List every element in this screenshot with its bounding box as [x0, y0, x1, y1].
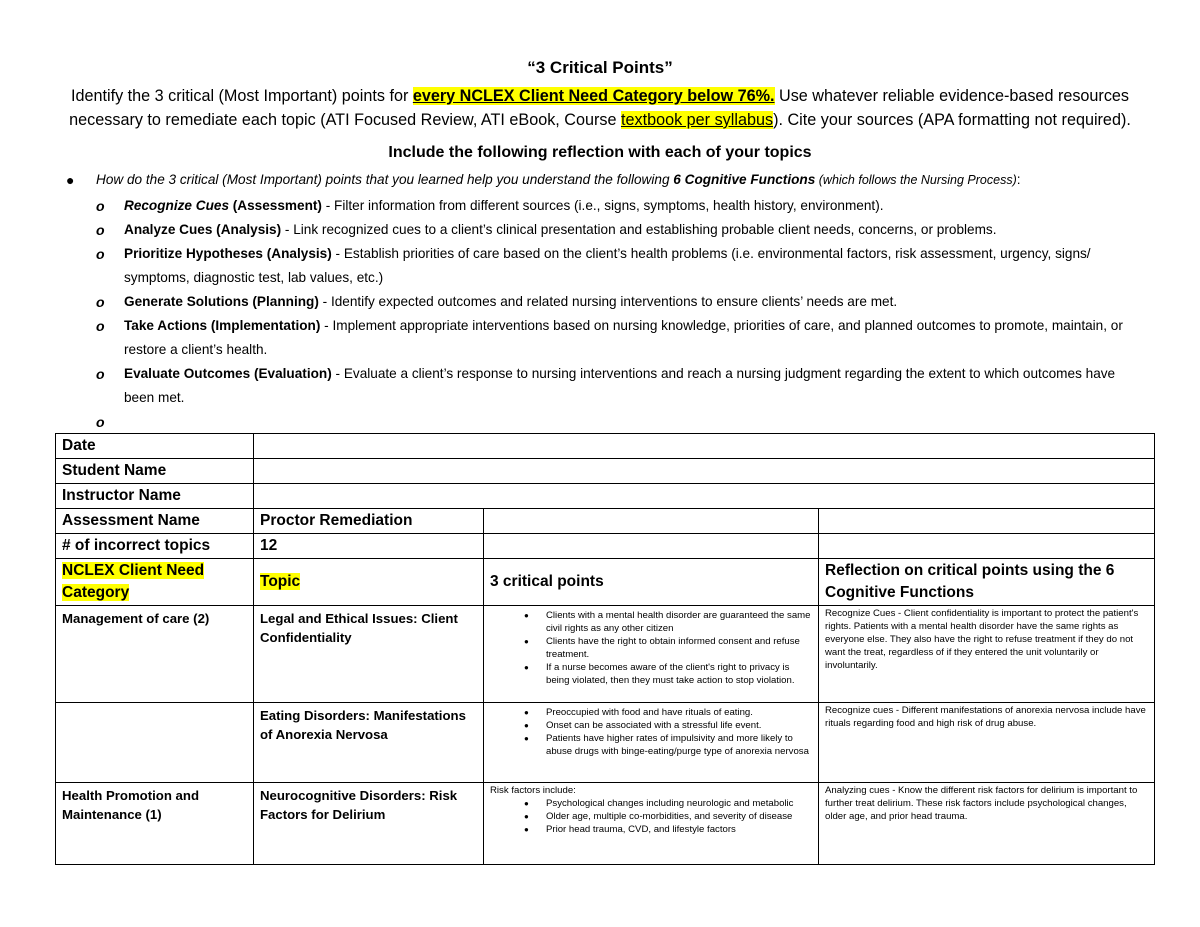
- list-item: ● Older age, multiple co-morbidities, and severity of disease: [546, 810, 812, 823]
- function-desc: - Implement appropriate interventions based on nursing knowledge, priorities of care, and planned outcomes to promote, maintain, or restore a client’s health.: [124, 318, 1123, 357]
- student-name-field[interactable]: [254, 459, 1155, 484]
- list-item: ● Clients with a mental health disorder are guaranteed the same civil rights as any other citizen: [546, 609, 812, 635]
- info-row-date: [56, 434, 1155, 459]
- header-points: 3 critical points: [484, 559, 819, 606]
- table-row: [56, 703, 1155, 783]
- info-label: Assessment Name: [56, 509, 254, 534]
- bullet-icon: ●: [66, 172, 75, 188]
- header-category: [56, 559, 254, 606]
- info-label: Student Name: [56, 459, 254, 484]
- function-name: Analyze Cues (Analysis): [124, 222, 282, 237]
- info-label: # of incorrect topics: [56, 534, 254, 559]
- category-cell[interactable]: Health Promotion and Maintenance (1): [56, 783, 254, 865]
- sub-bullet-icon: o: [96, 246, 105, 262]
- header-reflection: Reflection on critical points using the 6 Cognitive Functions: [819, 559, 1155, 606]
- empty-cell[interactable]: [819, 509, 1155, 534]
- list-item: ● If a nurse becomes aware of the client's right to privacy is being violated, then they must take action to stop violation.: [546, 661, 812, 687]
- question-text-d: :: [1016, 172, 1021, 187]
- table-row: [56, 606, 1155, 703]
- question-text: [96, 172, 1021, 187]
- empty-cell[interactable]: [819, 534, 1155, 559]
- points-cell[interactable]: [484, 703, 819, 783]
- function-desc: - Evaluate a client’s response to nursing interventions and reach a nursing judgment regarding the extent to which outcomes have been met.: [124, 366, 1116, 405]
- list-item: ● Preoccupied with food and have rituals of eating.: [546, 706, 812, 719]
- intro-text-2: Use whatever reliable evidence-based resources necessary to remediate each topic (ATI Focused Review, ATI eBook, Course: [69, 87, 1130, 129]
- info-label: Instructor Name: [56, 484, 254, 509]
- sub-bullet-icon: o: [96, 198, 105, 214]
- remediation-table: [55, 433, 1155, 865]
- table-header-row: [56, 559, 1155, 606]
- table-row: [56, 783, 1155, 865]
- topic-cell[interactable]: Legal and Ethical Issues: Client Confidentiality: [254, 606, 484, 703]
- sub-bullet-icon: o: [96, 414, 105, 430]
- list-item: ● Patients have higher rates of impulsivity and more likely to abuse drugs with binge-eating/purge type of anorexia nervosa: [546, 732, 812, 758]
- assessment-name-field[interactable]: Proctor Remediation: [254, 509, 484, 534]
- intro-text-1: Identify the 3 critical (Most Important) points for: [70, 87, 413, 105]
- points-cell[interactable]: [484, 783, 819, 865]
- function-desc: - Identify expected outcomes and related nursing interventions to ensure clients’ needs are met.: [318, 294, 898, 309]
- intro-highlight-category: every NCLEX Client Need Category below 76%.: [412, 87, 775, 105]
- function-desc: - Establish priorities of care based on the client’s health problems (i.e. environmental factors, risk assessment, urgency, signs/ symptoms, diagnostic test, lab values, etc.): [124, 246, 1091, 285]
- info-row-student-name: [56, 459, 1155, 484]
- info-row-incorrect-topics: [56, 534, 1155, 559]
- header-topic-text: Topic: [260, 573, 301, 590]
- header-topic: [254, 559, 484, 606]
- category-cell[interactable]: [56, 703, 254, 783]
- sub-bullet-icon: o: [96, 318, 105, 334]
- topic-cell[interactable]: Neurocognitive Disorders: Risk Factors for Delirium: [254, 783, 484, 865]
- page-title: “3 Critical Points”: [527, 58, 673, 77]
- sub-bullet-icon: o: [96, 294, 105, 310]
- function-name: Take Actions (Implementation): [124, 318, 321, 333]
- sub-bullet-icon: o: [96, 366, 105, 382]
- info-row-assessment: [56, 509, 1155, 534]
- question-text-b: 6 Cognitive Functions: [673, 172, 816, 187]
- function-name: Prioritize Hypotheses (Analysis): [124, 246, 332, 261]
- list-item: ● Psychological changes including neurologic and metabolic: [546, 797, 812, 810]
- sub-bullet-icon: o: [96, 222, 105, 238]
- list-item: ● Prior head trauma, CVD, and lifestyle factors: [546, 823, 812, 836]
- info-row-instructor-name: [56, 484, 1155, 509]
- function-name: Evaluate Outcomes (Evaluation): [124, 366, 332, 381]
- function-desc: - Link recognized cues to a client’s clinical presentation and establishing probable client needs, concerns, or problems.: [281, 222, 997, 237]
- category-cell[interactable]: Management of care (2): [56, 606, 254, 703]
- empty-cell[interactable]: [484, 509, 819, 534]
- header-category-text: NCLEX Client Need Category: [62, 562, 205, 601]
- list-item: ● Clients have the right to obtain informed consent and refuse treatment.: [546, 635, 812, 661]
- points-intro: Risk factors include:: [490, 785, 576, 796]
- incorrect-topics-field[interactable]: 12: [254, 534, 484, 559]
- function-name: Generate Solutions (Planning): [124, 294, 319, 309]
- intro-paragraph: [40, 84, 1160, 132]
- function-desc: - Filter information from different sources (i.e., signs, symptoms, health history, environment).: [321, 198, 884, 213]
- intro-text-3: ). Cite your sources (APA formatting not required).: [773, 111, 1131, 129]
- reflection-cell[interactable]: Analyzing cues - Know the different risk factors for delirium is important to further treat delirium. These risk factors include psychological changes, older age, and prior head trauma.: [819, 783, 1155, 865]
- reflection-cell[interactable]: Recognize Cues - Client confidentiality is important to protect the patient's rights. Patients with a mental health disorder have the same rights as everyone else. They also have the right to refuse treatment if they do not want the treat, regardless of if they entered the unit voluntarily or involuntarily.: [819, 606, 1155, 703]
- reflection-heading: Include the following reflection with each of your topics: [388, 144, 812, 161]
- instructor-name-field[interactable]: [254, 484, 1155, 509]
- question-text-a: How do the 3 critical (Most Important) points that you learned help you understand the following: [96, 172, 674, 187]
- intro-highlight-textbook: textbook per syllabus: [620, 111, 774, 129]
- function-name: (Assessment): [229, 198, 322, 213]
- list-item: ● Onset can be associated with a stressful life event.: [546, 719, 812, 732]
- points-cell[interactable]: [484, 606, 819, 703]
- info-label: Date: [56, 434, 254, 459]
- reflection-cell[interactable]: Recognize cues - Different manifestations of anorexia nervosa include have rituals regarding food and high risk of drug abuse.: [819, 703, 1155, 783]
- function-name-italic: Recognize Cues: [124, 198, 229, 213]
- topic-cell[interactable]: Eating Disorders: Manifestations of Anorexia Nervosa: [254, 703, 484, 783]
- empty-cell[interactable]: [484, 534, 819, 559]
- date-field[interactable]: [254, 434, 1155, 459]
- question-text-c: (which follows the Nursing Process): [815, 173, 1017, 187]
